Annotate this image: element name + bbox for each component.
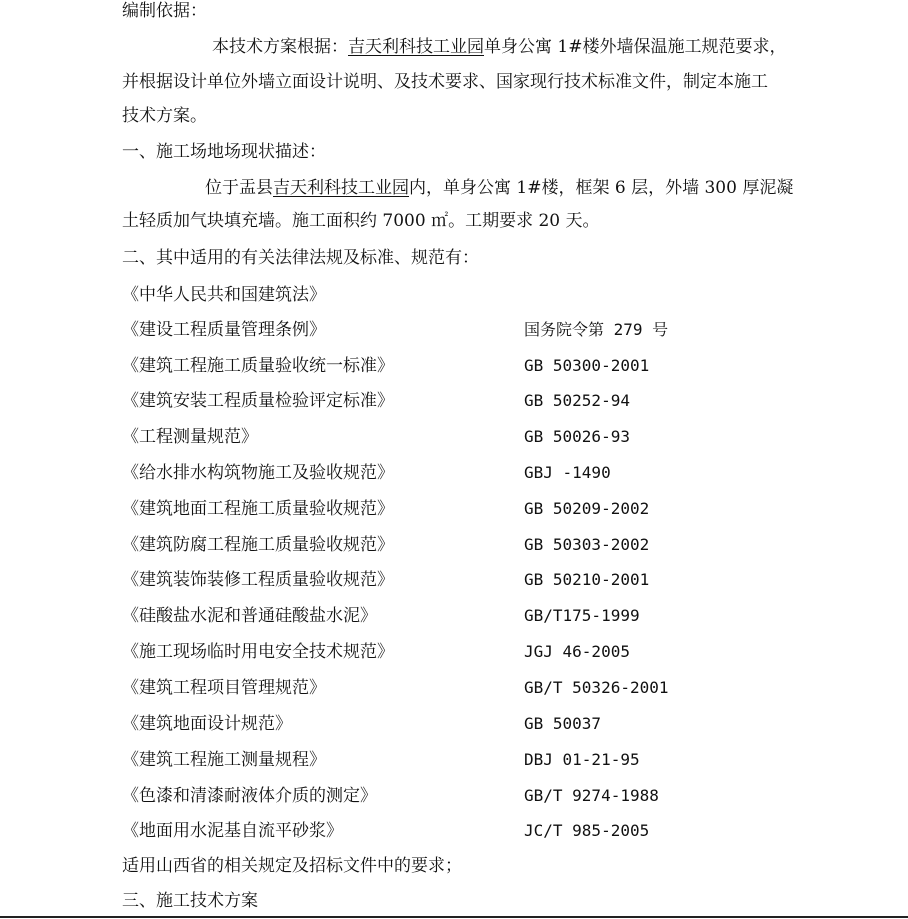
standard-name: 《建筑防腐工程施工质量验收规范》: [122, 535, 394, 555]
standard-code: GB 50037: [524, 714, 602, 733]
intro-line-1: [212, 37, 786, 57]
standard-name: 《建筑装饰装修工程质量验收规范》: [122, 570, 394, 590]
standard-name: 《中华人民共和国建筑法》: [122, 285, 326, 305]
standard-name: 《色漆和清漆耐液体介质的测定》: [122, 786, 377, 806]
standard-code: JGJ 46-2005: [524, 642, 630, 661]
standard-code: GB 50303-2002: [524, 535, 650, 554]
standard-code: 国务院令第 279 号: [524, 320, 669, 339]
section1-heading: 一、施工场地场现状描述：: [122, 142, 326, 162]
page-bottom-rule: [0, 916, 908, 918]
standard-code: GB/T 50326-2001: [524, 678, 669, 697]
standard-code: DBJ 01-21-95: [524, 750, 640, 769]
standard-name: 《给水排水构筑物施工及验收规范》: [122, 463, 394, 483]
standard-code: GB/T 9274-1988: [524, 786, 659, 805]
standard-name: 《硅酸盐水泥和普通硅酸盐水泥》: [122, 606, 377, 626]
standard-code: GB 50026-93: [524, 427, 630, 446]
section2-closing: 适用山西省的相关规定及招标文件中的要求；: [122, 856, 462, 876]
standard-name: 《建筑工程施工质量验收统一标准》: [122, 356, 394, 376]
standard-name: 《工程测量规范》: [122, 427, 258, 447]
standard-code: GB/T175-1999: [524, 606, 640, 625]
standard-name: 《建筑工程施工测量规程》: [122, 750, 326, 770]
section2-heading: 二、其中适用的有关法律法规及标准、规范有：: [122, 248, 479, 268]
standard-name: 《建筑安装工程质量检验评定标准》: [122, 391, 394, 411]
standard-code: GB 50300-2001: [524, 356, 650, 375]
standard-code: GB 50209-2002: [524, 499, 650, 518]
standard-code: JC/T 985-2005: [524, 821, 650, 840]
standard-name: 《施工现场临时用电安全技术规范》: [122, 642, 394, 662]
intro-prefix: 本技术方案根据：: [212, 37, 348, 57]
intro-park-name: 吉天利科技工业园: [348, 37, 484, 57]
intro-suffix: 单身公寓 1#楼外墙保温施工规范要求，: [484, 37, 787, 57]
intro-line-2: 并根据设计单位外墙立面设计说明、及技术要求、国家现行技术标准文件，制定本施工: [122, 72, 768, 92]
standard-name: 《建设工程质量管理条例》: [122, 320, 326, 340]
section1-park-name: 吉天利科技工业园: [273, 178, 409, 198]
standard-code: GB 50252-94: [524, 391, 630, 410]
basis-heading: 编制依据：: [122, 1, 207, 21]
section1-suffix: 内，单身公寓 1#楼，框架 6 层，外墙 300 厚泥凝: [409, 178, 794, 198]
section3-heading: 三、施工技术方案: [122, 891, 258, 911]
standard-name: 《建筑工程项目管理规范》: [122, 678, 326, 698]
section1-line-1: [205, 178, 793, 198]
standard-code: GBJ -1490: [524, 463, 611, 482]
section1-prefix: 位于盂县: [205, 178, 273, 198]
standard-name: 《建筑地面设计规范》: [122, 714, 292, 734]
intro-line-3: 技术方案。: [122, 106, 207, 126]
section1-line-2: 土轻质加气块填充墙。施工面积约 7000 ㎡。工期要求 20 天。: [122, 211, 600, 231]
standard-name: 《建筑地面工程施工质量验收规范》: [122, 499, 394, 519]
standard-code: GB 50210-2001: [524, 570, 650, 589]
standard-name: 《地面用水泥基自流平砂浆》: [122, 821, 343, 841]
